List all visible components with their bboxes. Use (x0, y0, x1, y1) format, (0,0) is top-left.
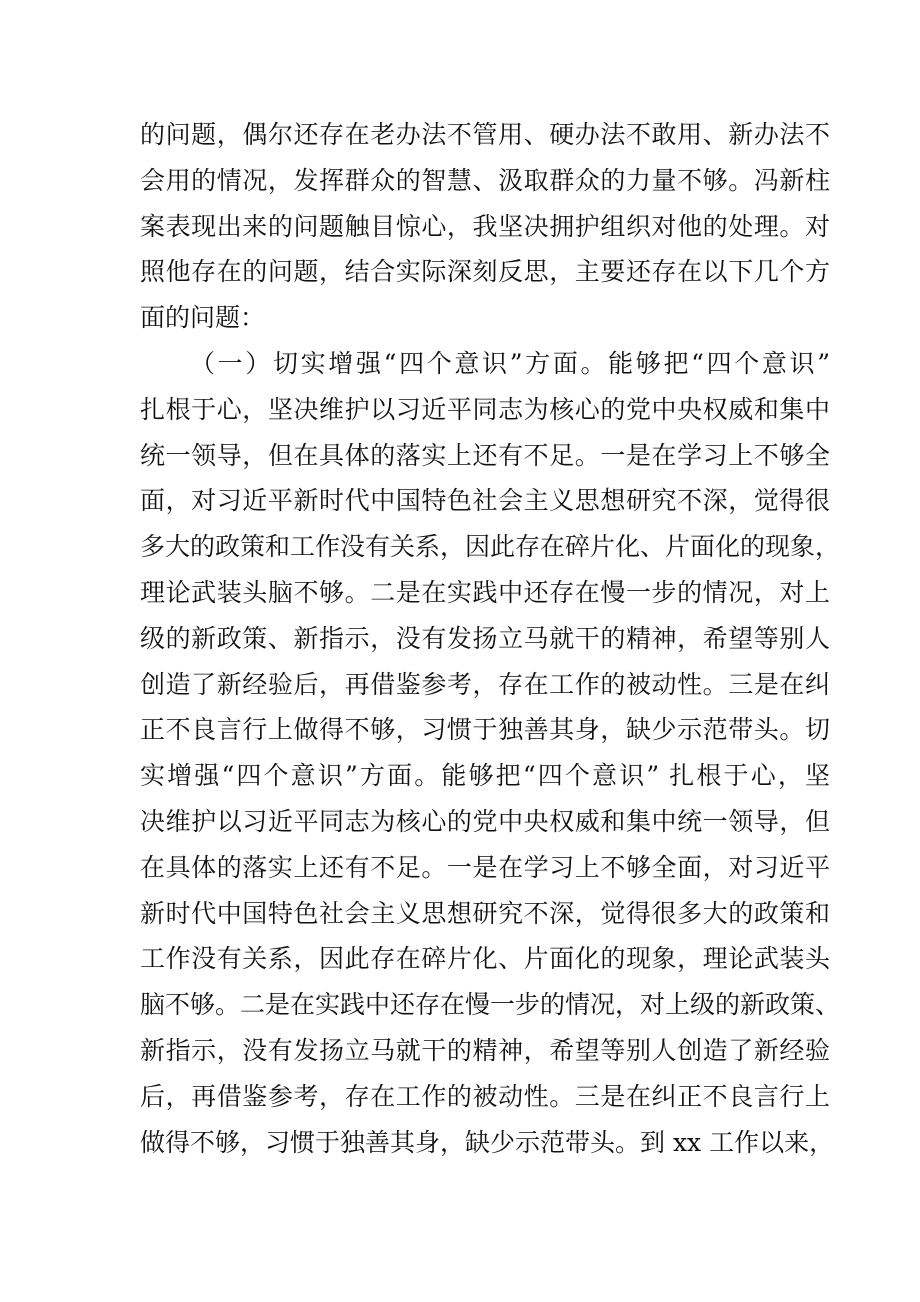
text-line: 理论武装头脑不够。二是在实践中还存在慢一步的情况，对上 (140, 577, 830, 607)
text-line: 扎根于心，坚决维护以习近平同志为核心的党中央权威和集中 (140, 394, 830, 424)
text-line: 案表现出来的问题触目惊心，我坚决拥护组织对他的处理。对 (140, 211, 830, 241)
section-heading-line: （一）切实增强“四个意识”方面。能够把“四个意识” (190, 348, 830, 378)
document-body-text (140, 112, 841, 1165)
text-line: 在具体的落实上还有不足。一是在学习上不够全面，对习近平 (140, 852, 830, 882)
text-line: 新指示，没有发扬立马就干的精神，希望等别人创造了新经验 (140, 1035, 830, 1065)
text-line: 做得不够，习惯于独善其身，缺少示范带头。到 xx 工作以来， (140, 1127, 835, 1157)
text-line: 面，对习近平新时代中国特色社会主义思想研究不深，觉得很 (140, 486, 830, 516)
text-line: 新时代中国特色社会主义思想研究不深，觉得很多大的政策和 (140, 898, 830, 928)
text-line: 多大的政策和工作没有关系，因此存在碎片化、片面化的现象， (140, 532, 841, 562)
text-line: 的问题，偶尔还存在老办法不管用、硬办法不敢用、新办法不 (140, 120, 830, 149)
text-line: 工作没有关系，因此存在碎片化、片面化的现象，理论武装头 (140, 944, 830, 974)
text-line: 面的问题： (140, 303, 266, 333)
text-line: 正不良言行上做得不够，习惯于独善其身，缺少示范带头。切 (140, 715, 830, 745)
text-line: 后，再借鉴参考，存在工作的被动性。三是在纠正不良言行上 (140, 1081, 830, 1111)
text-line: 实增强“四个意识”方面。能够把“四个意识” 扎根于心，坚 (140, 761, 830, 791)
text-line: 统一领导，但在具体的落实上还有不足。一是在学习上不够全 (140, 440, 830, 470)
text-line: 照他存在的问题，结合实际深刻反思，主要还存在以下几个方 (140, 257, 830, 287)
text-line: 级的新政策、新指示，没有发扬立马就干的精神，希望等别人 (140, 623, 830, 653)
text-line: 会用的情况，发挥群众的智慧、汲取群众的力量不够。冯新柱 (140, 165, 830, 195)
text-line: 创造了新经验后，再借鉴参考，存在工作的被动性。三是在纠 (140, 669, 830, 699)
text-line: 决维护以习近平同志为核心的党中央权威和集中统一领导，但 (140, 806, 830, 836)
text-line: 脑不够。二是在实践中还存在慢一步的情况，对上级的新政策、 (140, 990, 841, 1020)
